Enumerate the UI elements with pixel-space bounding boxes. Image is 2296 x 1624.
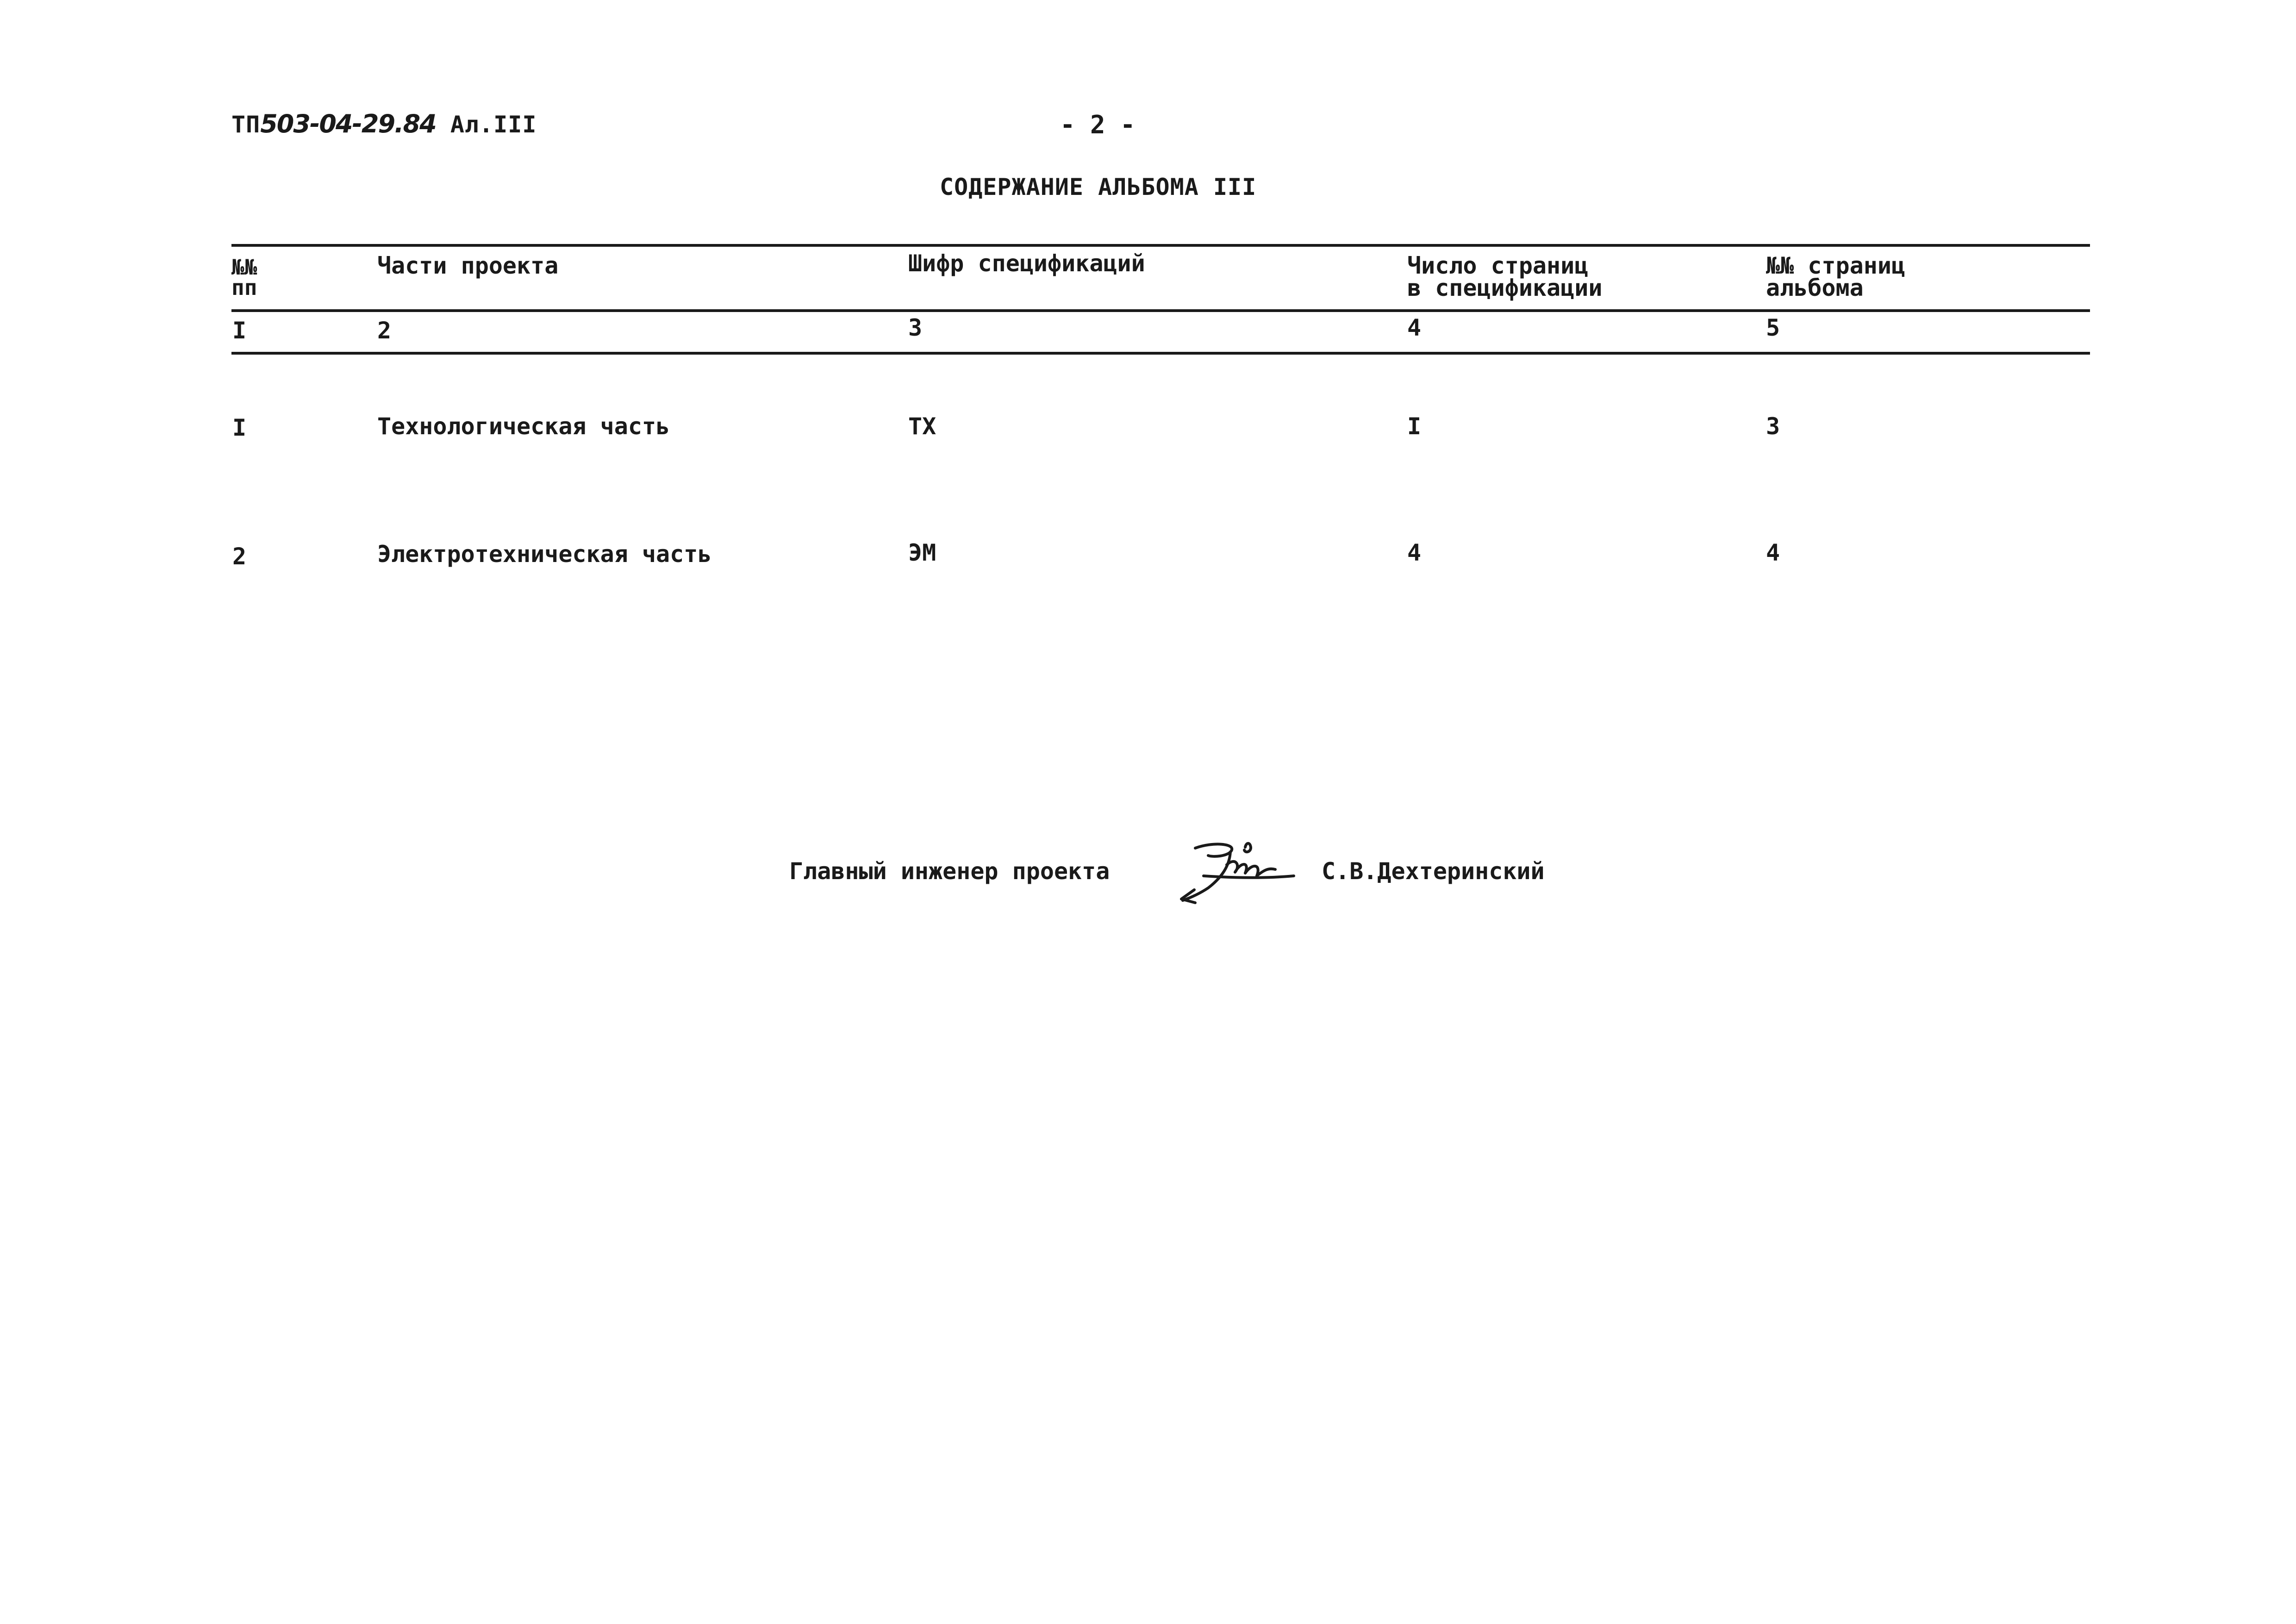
table-number-rule [231, 352, 2090, 355]
signature-name: С.В.Дехтеринский [1322, 858, 1545, 885]
table-row-1-album-pages: 3 [1766, 413, 1780, 440]
column-header-spec-pages: Число страниц в спецификации [1407, 252, 1603, 301]
table-row-2-code: ЭМ [908, 539, 936, 566]
document-code-number: 503-04-29.84 [260, 109, 436, 138]
table-header-rule [231, 309, 2090, 312]
document-code-prefix: ТП [231, 111, 261, 138]
table-row-2-album-pages: 4 [1766, 539, 1780, 566]
column-number-5: 5 [1766, 314, 1780, 341]
column-number-3: 3 [908, 314, 923, 341]
table-row-1-spec-pages: I [1407, 413, 1422, 440]
column-number-1: I [232, 317, 247, 344]
page-number: - 2 - [1060, 110, 1136, 139]
table-top-rule [231, 244, 2090, 247]
column-header-number: №№ пп [231, 255, 257, 300]
column-number-2: 2 [377, 317, 392, 344]
signature-role: Главный инженер проекта [789, 858, 1110, 885]
table-row-1-number: I [232, 414, 247, 441]
table-row-2-part: Электротехническая часть [377, 541, 712, 568]
table-row-1-part: Технологическая часть [377, 413, 670, 440]
document-code [231, 109, 537, 138]
column-number-4: 4 [1407, 314, 1422, 341]
table-row-2-number: 2 [232, 543, 247, 570]
document-code-suffix: Ал.III [450, 111, 537, 138]
handwritten-signature [1176, 833, 1305, 907]
table-row-2-spec-pages: 4 [1407, 539, 1422, 566]
page-title: СОДЕРЖАНИЕ АЛЬБОМА III [940, 174, 1257, 200]
column-header-code: Шифр спецификаций [908, 250, 1145, 277]
column-header-album-pages: №№ страниц альбома [1766, 252, 1906, 301]
table-row-1-code: ТХ [908, 413, 936, 440]
column-header-part: Части проекта [377, 252, 559, 279]
